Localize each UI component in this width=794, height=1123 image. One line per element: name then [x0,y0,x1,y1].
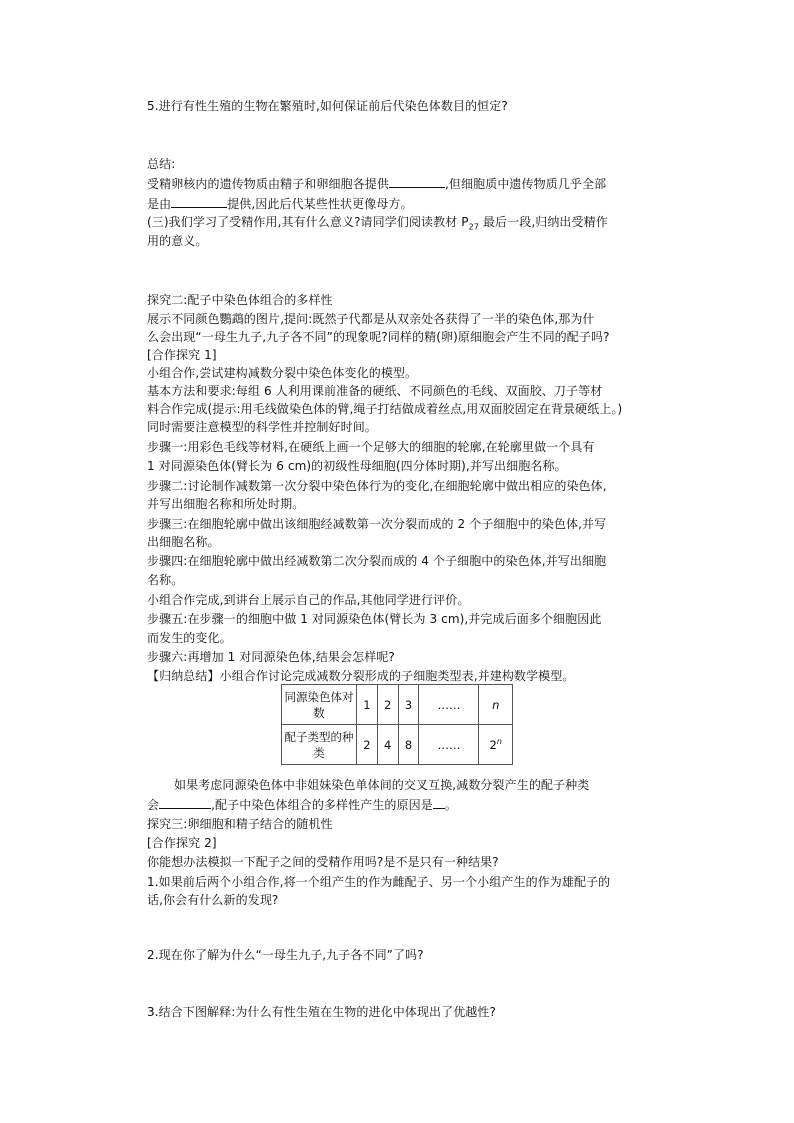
summary-line-2 [147,194,413,214]
power-exponent: n [496,737,502,747]
table-cell: …… [419,685,479,725]
table-cell: 4 [377,725,398,765]
table-cell: 3 [398,685,419,725]
step3-line: 步骤三:在细胞轮廓中做出该细胞经减数第一次分裂而成的 2 个子细胞中的染色体,并写 [147,517,607,531]
part3-line-2: 用的意义。 [147,234,208,248]
method-line: 料合作完成(提示:用毛线做染色体的臂,绳子打结做成着丝点,用双面胶固定在背景硬纸上。) [147,402,623,416]
table-cell: n [479,685,513,725]
step4-line: 步骤四:在细胞轮廓中做出经减数第二次分裂而成的 4 个子细胞中的染色体,并写出细胞 [147,554,607,568]
part3-text: 最后一段,归纳出受精作 [479,215,608,229]
coop1-line: 小组合作,尝试建构减数分裂中染色体变化的模型。 [147,366,418,380]
fill-blank[interactable] [389,174,445,188]
step2-line: 步骤二:讨论制作减数第一次分裂中染色体行为的变化,在细胞轮廓中做出相应的染色体, [147,479,607,493]
table-cell: 配子类型的种类 [282,725,357,765]
question-5: 5.进行有性生殖的生物在繁殖时,如何保证前后代染色体数目的恒定? [147,99,508,113]
step2-line: 并写出细胞名称和所处时期。 [147,497,305,511]
crossover-text: 会 [147,798,160,812]
explore3-title: 探究三:卵细胞和精子结合的随机性 [147,817,333,831]
summary-text: 受精卵核内的遗传物质由精子和卵细胞各提供 [147,177,390,191]
table-cell: 同源染色体对数 [282,685,357,725]
coop1-title: [合作探究 1] [147,348,217,362]
summary-text: 提供,因此后代某些性状更像母方。 [227,197,413,211]
step4-line: 名称。 [147,573,184,587]
coop2-q2: 2.现在你了解为什么“一母生九子,九子各不同”了吗? [147,948,424,962]
table-cell: 2 [377,685,398,725]
summary-text: ,但细胞质中遗传物质几乎全部 [445,177,607,191]
coop2-q3: 3.结合下图解释:为什么有性生殖在生物的进化中体现出了优越性? [147,1005,496,1019]
step3-line: 出细胞名称。 [147,535,220,549]
table-cell [479,725,513,765]
power-base: 2 [489,737,497,752]
crossover-line: 如果考虑同源染色体中非姐妹染色单体间的交叉互换,减数分裂产生的配子种类 [174,778,590,792]
method-line: 同时需要注意模型的科学性并控制好时间。 [147,420,377,434]
explore2-title: 探究二:配子中染色体组合的多样性 [147,293,333,307]
table-cell: …… [419,725,479,765]
summary-line-1 [147,174,606,194]
showcase-line: 小组合作完成,到讲台上展示自己的作品,其他同学进行评价。 [147,593,470,607]
coop2-q1-line: 话,你会有什么新的发现? [147,893,279,907]
table-cell: 1 [357,685,378,725]
table-cell: 2 [357,725,378,765]
crossover-text: ,配子中染色体组合的多样性产生的原因是 [211,798,433,812]
method-line: 基本方法和要求:每组 6 人利用课前准备的硬纸、不同颜色的毛线、双面胶、刀子等材 [147,384,603,398]
fill-blank[interactable] [171,194,227,208]
table-row [282,685,513,725]
part3-text: (三)我们学习了受精作用,其有什么意义?请同学们阅读教材 P [147,215,469,229]
step1-line: 步骤一:用彩色毛线等材料,在硬纸上画一个足够大的细胞的轮廓,在轮廓里做一个具有 [147,440,595,454]
fill-blank[interactable] [433,795,445,809]
step6-line: 步骤六:再增加 1 对同源染色体,结果会怎样呢? [147,650,395,664]
page-subscript: 27 [468,222,479,232]
table-row [282,725,513,765]
explore2-line: 展示不同颜色鸚鵡的图片,提问:既然子代都是从双亲处各获得了一半的染色体,那为什 [147,312,595,326]
step5-line: 而发生的变化。 [147,631,232,645]
gamete-type-table [281,684,513,765]
part3-line-1 [147,212,608,237]
summary-text: 是由 [147,197,172,211]
summary-title: 总结: [147,157,176,171]
fill-blank[interactable] [159,795,211,809]
induct-summary: 【归纳总结】小组合作讨论完成减数分裂形成的子细胞类型表,并建构数学模型。 [147,669,575,683]
table-cell: 8 [398,725,419,765]
coop2-question: 你能想办法模拟一下配子之间的受精作用吗?是不是只有一种结果? [147,855,499,869]
explore2-line: 么会出现“一母生九子,九子各不同”的现象呢?同样的精(卵)原细胞会产生不同的配子吗? [147,330,610,344]
coop2-q1-line: 1.如果前后两个小组合作,将一个组产生的作为雌配子、另一个小组产生的作为雄配子的 [147,875,611,889]
crossover-text: 。 [444,798,457,812]
coop2-title: [合作探究 2] [147,836,217,850]
step5-line: 步骤五:在步骤一的细胞中做 1 对同源染色体(臂长为 3 cm),并完成后面多个细胞因此 [147,612,602,626]
step1-line: 1 对同源染色体(臂长为 6 cm)的初级性母细胞(四分体时期),并写出细胞名称。 [147,459,567,473]
crossover-line-2 [147,795,457,815]
